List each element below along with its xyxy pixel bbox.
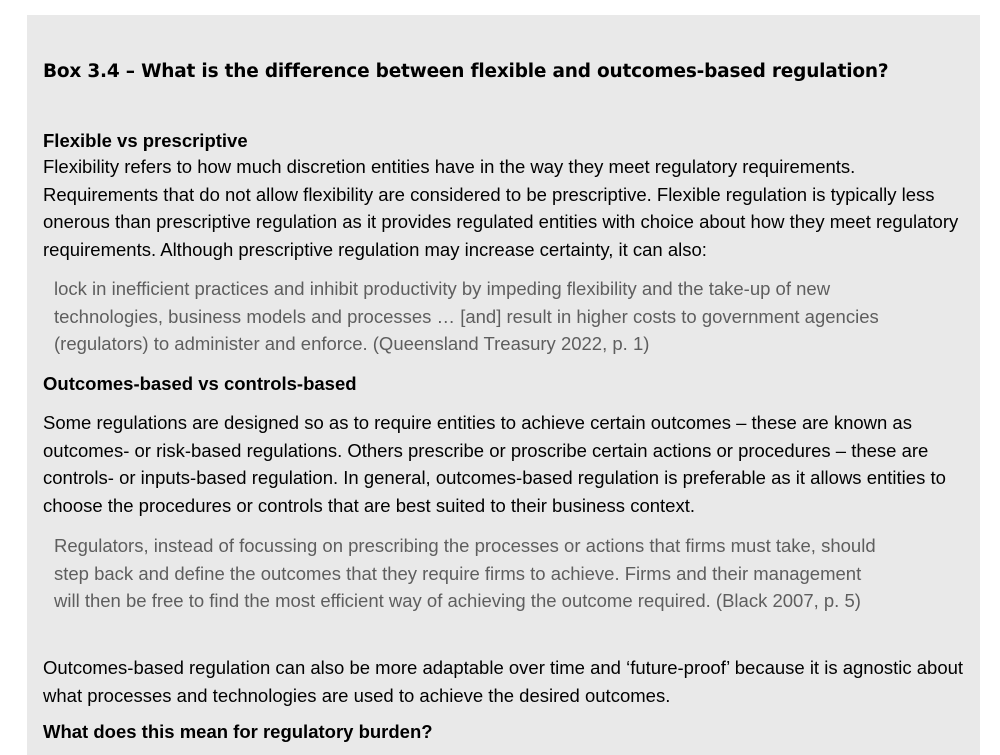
info-box	[27, 15, 980, 755]
quote-queensland-treasury: lock in inefficient practices and inhibit productivity by impeding flexibility and the take-up of new technologies, business models and processes … [and] result in higher costs to government agencies (regulators) to administer and enforce. (Queensland Treasury 2022, p. 1)	[54, 278, 879, 354]
box-title: Box 3.4 – What is the difference between flexible and outcomes-based regulation?	[43, 61, 889, 82]
paragraph-outcomes: Some regulations are designed so as to require entities to achieve certain outcomes – these are known as outcomes- or risk-based regulations. Others prescribe or proscribe certain actions or procedures – these are controls- or inputs-based regulation. In general, outcomes-based regulation is preferable as it allows entities to choose the procedures or controls that are best suited to their business context.	[43, 412, 946, 516]
section-heading-regulatory-burden: What does this mean for regulatory burden?	[43, 721, 433, 742]
section-heading-flexible: Flexible vs prescriptive	[43, 130, 248, 151]
paragraph-flexibility: Flexibility refers to how much discretion entities have in the way they meet regulatory requirements. Requirements that do not allow flexibility are considered to be prescriptive. Flexible regulation is typically less onerous than prescriptive regulation as it provides regulated entities with choice about how they meet regulatory requirements. Although prescriptive regulation may increase certainty, it can also:	[43, 156, 959, 260]
quote-black: Regulators, instead of focussing on prescribing the processes or actions that firms must take, should step back and define the outcomes that they require firms to achieve. Firms and their management will then be free to find the most efficient way of achieving the outcome required. (Black 2007, p. 5)	[54, 535, 876, 611]
paragraph-adaptable: Outcomes-based regulation can also be more adaptable over time and ‘future-proof’ because it is agnostic about what processes and technologies are used to achieve the desired outcomes.	[43, 657, 964, 706]
section-heading-outcomes: Outcomes-based vs controls-based	[43, 373, 357, 394]
